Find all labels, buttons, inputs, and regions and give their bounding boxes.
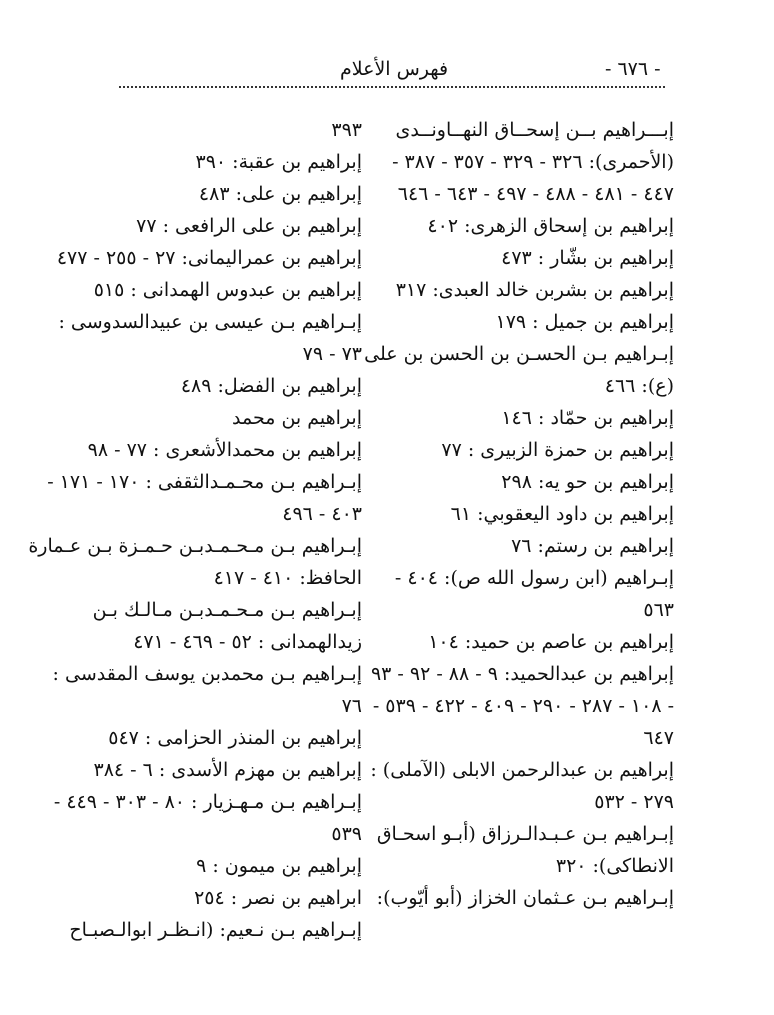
index-entry-line: إبـراهيم بـن الحسـن بن الحسن بن على bbox=[364, 343, 674, 365]
index-entry-line: إبراهيم بن حمّاد : ١٤٦ bbox=[501, 407, 674, 429]
page-title: فهرس الأعلام bbox=[340, 58, 449, 80]
index-entry-line: ٥٣٩ bbox=[331, 823, 362, 845]
index-entry-line: إبراهيم بن على الرافعى : ٧٧ bbox=[136, 215, 362, 237]
index-entry-line: إبراهيم بن إسحاق الزهرى: ٤٠٢ bbox=[427, 215, 674, 237]
index-entry-line: إبراهيم بن داود اليعقوبي: ٦١ bbox=[450, 503, 674, 525]
index-entry-line: ٢٧٩ - ٥٣٢ bbox=[594, 791, 674, 813]
index-entry-line: إبـراهيم بـن عـثمان الخزاز (أبو أيّوب): bbox=[376, 887, 674, 909]
index-entry-line: (الأحمرى): ٣٢٦ - ٣٢٩ - ٣٥٧ - ٣٨٧ - bbox=[392, 151, 674, 173]
index-entry-line: إبـراهيم بـن مـحـمـدبـن مـالـك بـن bbox=[92, 599, 362, 621]
index-entry-line: (ع): ٤٦٦ bbox=[604, 375, 674, 397]
index-entry-line: إبـراهيم بـن عـبـدالـرزاق (أبـو اسحـاق bbox=[376, 823, 674, 845]
index-entry-line: إبراهيم بن بشّار : ٤٧٣ bbox=[501, 247, 674, 269]
index-entry-line: ٤٠٣ - ٤٩٦ bbox=[282, 503, 362, 525]
index-entry-line: إبراهيم بن حمزة الزبيرى : ٧٧ bbox=[441, 439, 674, 461]
index-entry-line: إبراهيم بن بشربن خالد العبدى: ٣١٧ bbox=[395, 279, 674, 301]
index-entry-line: إبراهيم بن المنذر الحزامى : ٥٤٧ bbox=[108, 727, 362, 749]
index-entry-line: إبـراهيم بـن محمدبن يوسف المقدسى : bbox=[52, 663, 362, 685]
index-entry-line: إبراهيم بن محمدالأشعرى : ٧٧ - ٩٨ bbox=[87, 439, 362, 461]
index-entry-line: إبراهيم بن عبدالحميد: ٩ - ٨٨ - ٩٢ - ٩٣ bbox=[370, 663, 674, 685]
right-column bbox=[364, 114, 674, 914]
index-entry-line: إبراهيم بن عبدوس الهمدانى : ٥١٥ bbox=[93, 279, 362, 301]
index-entry-line: ٧٦ bbox=[341, 695, 362, 717]
index-entry-line: إبـراهيم بـن مـحـمـدبـن حـمـزة بـن عـمارة bbox=[28, 535, 362, 557]
index-entry-line: ٦٤٧ bbox=[643, 727, 674, 749]
index-entry-line: إبـراهيم بـن مـهـزيار : ٨٠ - ٣٠٣ - ٤٤٩ - bbox=[53, 791, 362, 813]
index-entry-line: الانطاكى): ٣٢٠ bbox=[555, 855, 674, 877]
index-entry-line: إبـراهيم (ابن رسول الله ص): ٤٠٤ - bbox=[394, 567, 674, 589]
index-entry-line: ٥٦٣ bbox=[643, 599, 674, 621]
index-entry-line: إبراهيم بن على: ٤٨٣ bbox=[198, 183, 362, 205]
page-number: - ٦٧٦ - bbox=[605, 58, 661, 80]
index-entry-line: - ١٠٨ - ٢٨٧ - ٢٩٠ - ٤٠٩ - ٤٢٢ - ٥٣٩ - bbox=[372, 695, 674, 717]
index-entry-line: ٣٩٣ bbox=[331, 119, 362, 141]
index-entry-line: ابراهيم بن نصر : ٢٥٤ bbox=[194, 887, 362, 909]
index-entry-line: إبراهيم بن عاصم بن حميد: ١٠٤ bbox=[428, 631, 674, 653]
page-header bbox=[0, 52, 774, 86]
index-entry-line: إبـراهيم بـن محـمـدالثقفى : ١٧٠ - ١٧١ - bbox=[47, 471, 362, 493]
left-column bbox=[28, 114, 362, 946]
index-entry-line: إبراهيم بن رستم: ٧٦ bbox=[511, 535, 674, 557]
index-entry-line: إبـراهيم بـن نـعيم: (انـظـر ابوالـصبـاح bbox=[69, 919, 362, 941]
index-entry-line: إبراهيم بن محمد bbox=[232, 407, 362, 429]
index-entry-line: الحافظ: ٤١٠ - ٤١٧ bbox=[213, 567, 362, 589]
index-entry-line: ٧٣ - ٧٩ bbox=[302, 343, 362, 365]
index-entry-line: زيدالهمدانى : ٥٢ - ٤٦٩ - ٤٧١ bbox=[133, 631, 362, 653]
index-entry-line: إبـراهيم بـن عيسى بن عبيدالسدوسى : bbox=[58, 311, 362, 333]
index-entry-line: إبراهيم بن ميمون : ٩ bbox=[196, 855, 362, 877]
dotted-divider bbox=[119, 86, 665, 88]
index-entry-line: إبراهيم بن عبدالرحمن الابلى (الآملى) : bbox=[370, 759, 674, 781]
index-entry-line: إبراهيم بن عقبة: ٣٩٠ bbox=[195, 151, 362, 173]
index-entry-line: إبراهيم بن عمراليمانى: ٢٧ - ٢٥٥ - ٤٧٧ bbox=[56, 247, 362, 269]
index-entry-line: إبراهيم بن الفضل: ٤٨٩ bbox=[180, 375, 362, 397]
index-entry-line: إبراهيم بن حو يه: ٢٩٨ bbox=[501, 471, 674, 493]
index-entry-line: ٤٤٧ - ٤٨١ - ٤٨٨ - ٤٩٧ - ٦٤٣ - ٦٤٦ bbox=[397, 183, 674, 205]
index-entry-line: إبراهيم بن جميل : ١٧٩ bbox=[495, 311, 674, 333]
index-entry-line: إبـــراهيم بــن إسحــاق النهــاونــدى bbox=[395, 119, 674, 141]
index-entry-line: إبراهيم بن مهزم الأسدى : ٦ - ٣٨٤ bbox=[93, 759, 362, 781]
